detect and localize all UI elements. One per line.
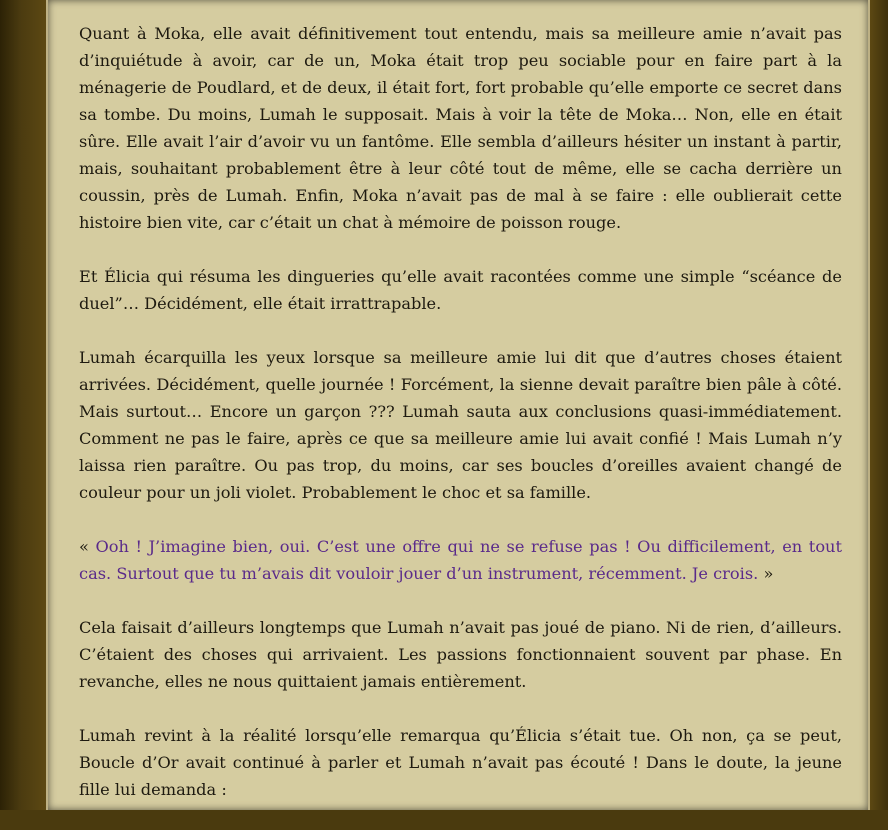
open-quote: « [79,537,96,556]
post-page [46,0,870,810]
paragraph: Lumah écarquilla les yeux lorsque sa meilleure amie lui dit que d’autres choses étaient arrivées. Décidément, quelle journée ! Forcément, la sienne devait paraître bien pâle à côté. Mais surtout… Encore un garçon ??? Lumah sauta aux conclusions quasi-immédiatement. Comment ne pas le faire, après ce que sa meilleure amie lui avait confié ! Mais Lumah n’y laissa rien paraître. Ou pas trop, du moins, car ses boucles d’oreilles avaient changé de couleur pour un joli violet. Probablement le choc et sa famille. [79,348,842,502]
dialogue-text: Ooh ! J’imagine bien, oui. C’est une offre qui ne se refuse pas ! Ou difficilement, en tout cas. Surtout que tu m’avais dit vouloir jouer d’un instrument, récemment. Je crois. [79,537,842,583]
right-frame [870,0,888,810]
left-frame [0,0,46,810]
paragraph: Cela faisait d’ailleurs longtemps que Lumah n’avait pas joué de piano. Ni de rien, d’ailleurs. C’étaient des choses qui arrivaient. Les passions fonctionnaient souvent par phase. En revanche, elles ne nous quittaient jamais entièrement. [79,618,842,691]
dialogue-paragraph [79,533,842,587]
paragraph: Lumah revint à la réalité lorsqu’elle remarqua qu’Élicia s’était tue. Oh non, ça se peut, Boucle d’Or avait continué à parler et Lumah n’avait pas écouté ! Dans le doute, la jeune fille lui demanda : [79,726,842,799]
close-quote: » [758,564,774,583]
post-content [79,20,842,830]
paragraph: Et Élicia qui résuma les dingueries qu’elle avait racontées comme une simple “scéance de duel”… Décidément, elle était irrattrapable. [79,267,842,313]
paragraph: Quant à Moka, elle avait définitivement tout entendu, mais sa meilleure amie n’avait pas d’inquiétude à avoir, car de un, Moka était trop peu sociable pour en faire part à la ménagerie de Poudlard, et de deux, il était fort, fort probable qu’elle emporte ce secret dans sa tombe. Du moins, Lumah le supposait. Mais à voir la tête de Moka… Non, elle en était sûre. Elle avait l’air d’avoir vu un fantôme. Elle sembla d’ailleurs hésiter un instant à partir, mais, souhaitant probablement être à leur côté tout de même, elle se cacha derrière un coussin, près de Lumah. Enfin, Moka n’avait pas de mal à se faire : elle oublierait cette histoire bien vite, car c’était un chat à mémoire de poisson rouge. [79,24,842,232]
